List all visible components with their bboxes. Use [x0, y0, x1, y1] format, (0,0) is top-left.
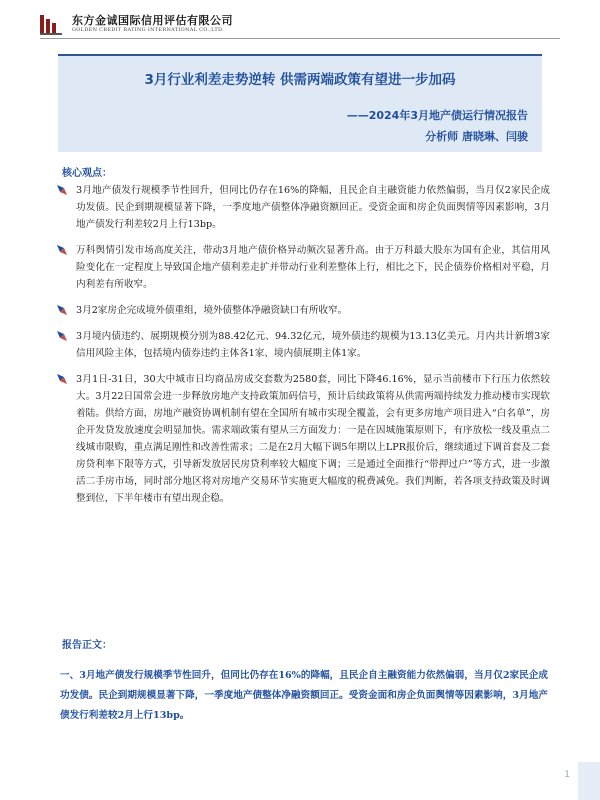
bullet-icon — [56, 184, 68, 196]
list-item — [56, 371, 550, 507]
header-divider — [40, 38, 560, 39]
bullet-text: 3月境内债违约、展期规模分别为88.42亿元、94.32亿元，境外债违约规模为13.13亿美元。月内共计新增3家信用风险主体，包括境内债券违约主体各1家、境内债展期主体1家。 — [76, 331, 550, 359]
body-paragraph: 一、3月地产债发行规模季节性回升，但同比仍存在16%的降幅，且民企自主融资能力依然偏弱，当月仅2家民企成功发债。民企到期规模显著下降，一季度地产债整体净融资额回正。受资金面和房企负面舆情等因素影响，3月地产债发行利差较2月上行13bp。 — [60, 670, 548, 721]
list-item — [56, 328, 550, 362]
title-box — [58, 54, 542, 152]
report-subtitle: ——2024年3月地产债运行情况报告 — [346, 109, 528, 122]
bullet-text: 3月2家房企完成境外债重组，境外债整体净融资缺口有所收窄。 — [76, 305, 348, 316]
report-title: 3月行业利差走势逆转 供需两端政策有望进一步加码 — [144, 72, 456, 88]
core-views-list — [56, 182, 550, 516]
bullet-icon — [56, 330, 68, 342]
logo-name-en: GOLDEN CREDIT RATING INTERNATIONAL CO.,LTD. — [72, 26, 225, 33]
bullet-text: 万科舆情引发市场高度关注，带动3月地产债价格异动频次显著升高。由于万科最大股东为国有企业，其信用风险变化在一定程度上导致国企地产债利差走扩并带动行业利差整体上行，相比之下，民企债券价格相对平稳，月内利差有所收窄。 — [76, 245, 550, 290]
report-body-heading: 报告正文： — [62, 640, 112, 651]
list-item — [56, 242, 550, 293]
bullet-text: 3月地产债发行规模季节性回升，但同比仍存在16%的降幅，且民企自主融资能力依然偏弱，当月仅2家民企成功发债。民企到期规模显著下降，一季度地产债整体净融资额回正。受资金面和房企负面舆情等因素影响，3月地产债发行利差较2月上行13bp。 — [76, 185, 550, 230]
bullet-icon — [56, 244, 68, 256]
bullet-text: 3月1日-31日，30大中城市日均商品房成交套数为2580套，同比下降46.16%，显示当前楼市下行压力依然较大。3月22日国常会进一步释放房地产支持政策加码信号，预计后续政策将从供需两端持续发力推动楼市实现软着陆。供给方面，房地产融资协调机制有望在全国所有城市实现全覆盖，会有更多房地产项目进入“白名单”，房企开发贷发放速度会明显加快。需求端政策有望从三方面发力：一是在因城施策原则下，有序放松一线及重点二线城市限购，重点满足刚性和改善性需求；二是在2月大幅下调5年期以上LPR报价后，继续通过下调首套及二套房贷利率下限等方式，引导新发放居民房贷利率较大幅度下调；三是通过全面推行“带押过户”等方式，进一步激活二手房市场，同时部分地区将对房地产交易环节实施更大幅度的税费减免。我们判断，若各项支持政策及时调整到位，下半年楼市有望出现企稳。 — [76, 374, 550, 504]
bullet-icon — [56, 373, 68, 385]
report-authors: 分析师 唐晓琳、闫骏 — [425, 130, 528, 143]
list-item — [56, 302, 550, 319]
logo-mark-icon — [40, 13, 66, 35]
logo-name-cn: 东方金诚国际信用评估有限公司 — [72, 13, 233, 27]
list-item — [56, 182, 550, 233]
core-views-heading: 核心观点： — [62, 168, 112, 179]
page-corner-decoration — [578, 762, 600, 800]
page-number: 1 — [564, 770, 570, 780]
company-logo — [40, 12, 233, 36]
bullet-icon — [56, 304, 68, 316]
